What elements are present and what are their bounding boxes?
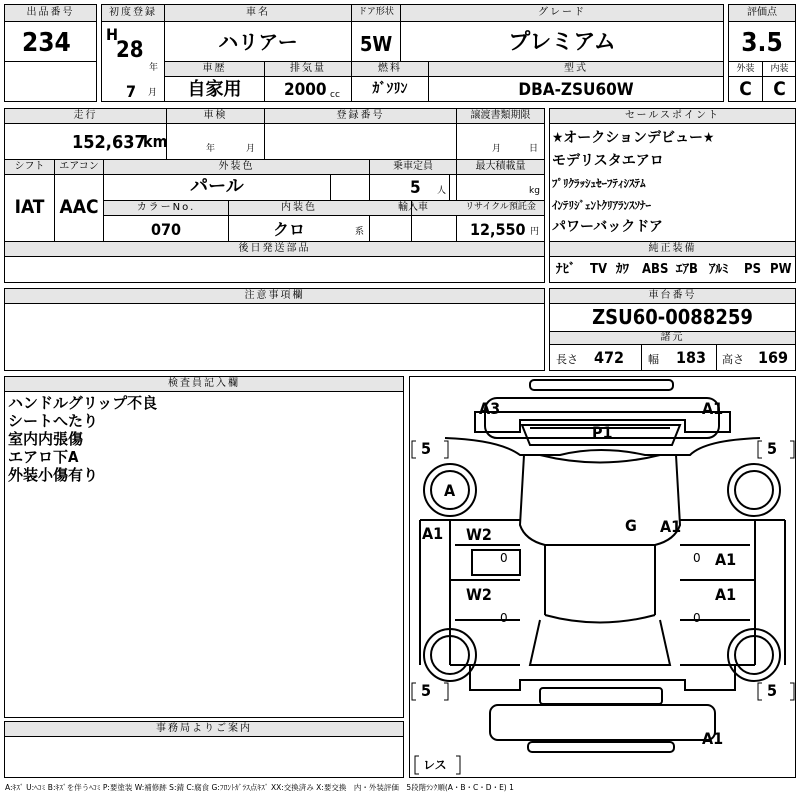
- equip-alloy: ｱﾙﾐ: [709, 262, 729, 277]
- equip-abs: ABS: [642, 262, 669, 277]
- mark-left-front-door-gauge: 0: [500, 551, 508, 565]
- mark-right-front-door: A1: [715, 550, 737, 569]
- inspector-line-4: エアロ下A: [8, 448, 79, 466]
- mark-windshield: G: [625, 516, 637, 535]
- aircon-label: エアコン: [59, 161, 99, 172]
- mark-right-rear-door-gauge: 0: [693, 611, 701, 625]
- mileage-unit: km: [143, 132, 168, 151]
- notes-label: 注意事項欄: [244, 290, 305, 301]
- sales-point-3: ﾌﾟﾘｸﾗｯｼｭｾｰﾌﾃｨｼｽﾃﾑ: [552, 177, 646, 190]
- mark-left-front-door: W2: [466, 525, 492, 544]
- score-ext-value: C: [739, 78, 752, 100]
- mark-right-pillar: A1: [660, 517, 682, 536]
- fuel-value: ｶﾞｿﾘﾝ: [372, 81, 408, 97]
- chassis-value: ZSU60-0088259: [592, 305, 753, 329]
- mileage-value: 152,637: [72, 132, 146, 153]
- tire-rear-left: 5: [421, 681, 432, 700]
- displacement-value: 2000: [284, 80, 327, 100]
- first-reg-month-unit: 月: [148, 88, 158, 98]
- int-color-value: クロ: [272, 220, 305, 239]
- inspector-line-1: ハンドルグリップ不良: [8, 394, 158, 412]
- equipment-label: 純正装備: [648, 243, 697, 254]
- max-load-label: 最大積載量: [475, 161, 526, 172]
- mark-left-rear-door: W2: [466, 585, 492, 604]
- car-name-value: ハリアー: [218, 30, 298, 54]
- mark-hood: P1: [592, 423, 613, 442]
- ext-color-value: パール: [190, 176, 244, 197]
- score-int-label: 内装: [770, 64, 789, 74]
- mark-front-bumper-right: A1: [702, 399, 724, 418]
- car-name-label: 車名: [246, 7, 270, 18]
- specs-label: 諸元: [660, 332, 685, 343]
- equip-airbag: ｴｱB: [676, 262, 698, 277]
- mark-front-bumper-left: A3: [479, 399, 501, 418]
- grade-value: プレミアム: [508, 30, 616, 55]
- height-label: 高さ: [722, 353, 744, 366]
- mileage-label: 走行: [73, 110, 98, 121]
- recycle-unit: 円: [530, 227, 540, 237]
- score-ext-label: 外装: [736, 64, 755, 74]
- model-label: 型式: [564, 63, 588, 74]
- score-label: 評価点: [747, 7, 777, 18]
- length-value: 472: [594, 348, 625, 367]
- mark-left-rear-door-gauge: 0: [500, 611, 508, 625]
- width-value: 183: [676, 348, 707, 367]
- first-reg-year: 28: [116, 38, 144, 63]
- ext-color-label: 外装色: [218, 161, 255, 172]
- inspector-line-2: シートへたり: [8, 412, 99, 430]
- sales-points-label: セールスポイント: [624, 110, 721, 121]
- sales-point-1: ★オークションデビュー★: [552, 130, 715, 146]
- mark-rear-bumper: A1: [702, 729, 724, 748]
- mark-front-left-wheel: A: [444, 481, 456, 500]
- mark-right-front-door-gauge: 0: [693, 551, 701, 565]
- history-label: 車歴: [202, 63, 227, 74]
- inspection-year-unit: 年: [206, 144, 216, 154]
- tire-front-right: 5: [767, 439, 778, 458]
- first-reg-year-unit: 年: [149, 63, 159, 73]
- first-reg-label: 初度登録: [109, 7, 157, 18]
- capacity-value: 5: [410, 178, 421, 198]
- score-int-value: C: [773, 78, 786, 100]
- inspector-line-5: 外装小傷有り: [8, 466, 99, 484]
- spare-tire: レス: [423, 758, 447, 772]
- height-value: 169: [758, 348, 789, 367]
- auction-no-label: 出品番号: [26, 7, 75, 18]
- model-value: DBA-ZSU60W: [518, 80, 634, 100]
- door-value: 5W: [359, 32, 393, 56]
- reg-no-label: 登録番号: [336, 110, 385, 121]
- aircon-value: AAC: [59, 196, 99, 218]
- tire-front-left: 5: [421, 439, 432, 458]
- mark-right-rear-door: A1: [715, 585, 737, 604]
- tire-rear-right: 5: [767, 681, 778, 700]
- first-reg-era: H: [106, 25, 119, 44]
- later-parts-label: 後日発送部品: [238, 243, 311, 254]
- chassis-label: 車台番号: [648, 290, 697, 301]
- width-label: 幅: [648, 353, 659, 366]
- max-load-unit: kg: [529, 186, 540, 196]
- fuel-label: 燃料: [378, 63, 402, 74]
- sales-point-5: パワーバックドア: [552, 219, 663, 235]
- equip-tv: TV: [590, 262, 608, 277]
- transfer-label: 譲渡書類期限: [470, 110, 531, 121]
- inspection-label: 車検: [203, 110, 228, 121]
- first-reg-month: 7: [126, 82, 137, 101]
- office-label: 事務局よりご案内: [156, 723, 252, 734]
- grade-label: グレード: [538, 7, 586, 18]
- inspector-line-3: 室内内張傷: [8, 430, 84, 448]
- recycle-label: リサイクル預託金: [465, 202, 536, 212]
- legend: A:ｷｽﾞ U:ﾍｺﾐ B:ｷｽﾞを伴うﾍｺﾐ P:要塗装 W:補修跡 S:錆 C:腐食 G:ﾌﾛﾝﾄｶﾞﾗｽ点ｷｽﾞ XX:交換済み X:要交換 内・外装評価 5段階ﾗﾝｸ順(A・B・C・D・E) 1: [5, 783, 514, 792]
- recycle-value: 12,550: [470, 220, 526, 239]
- import-label: 輸入車: [398, 202, 428, 213]
- shift-value: IAT: [14, 196, 45, 218]
- equip-ps: PS: [744, 262, 761, 277]
- equip-pw: PW: [770, 262, 792, 277]
- capacity-label: 乗車定員: [393, 161, 433, 172]
- history-value: 自家用: [187, 79, 242, 100]
- equip-navi: ﾅﾋﾞ: [556, 262, 576, 277]
- int-color-label: 内装色: [281, 202, 317, 213]
- shift-label: シフト: [14, 161, 45, 172]
- transfer-month-unit: 月: [492, 144, 502, 154]
- score-value: 3.5: [741, 28, 783, 58]
- auction-no-value: 234: [22, 28, 71, 58]
- door-label: ドア形状: [358, 7, 394, 17]
- capacity-unit: 人: [437, 186, 447, 196]
- displacement-unit: cc: [330, 90, 340, 100]
- transfer-day-unit: 日: [529, 144, 539, 154]
- sales-point-2: モデリスタエアロ: [552, 153, 664, 169]
- inspector-label: 検査員記入欄: [168, 378, 240, 389]
- int-color-unit: 系: [355, 227, 365, 237]
- color-no-label: カラーNo.: [136, 202, 196, 213]
- equip-leather: ｶﾜ: [616, 262, 629, 277]
- mark-left-fender: A1: [422, 524, 444, 543]
- inspection-month-unit: 月: [246, 144, 256, 154]
- sales-point-4: ｲﾝﾃﾘｼﾞｪﾝﾄｸﾘｱﾗﾝｽｿﾅｰ: [552, 199, 651, 212]
- length-label: 長さ: [556, 353, 578, 366]
- color-no-value: 070: [150, 220, 182, 239]
- displacement-label: 排気量: [290, 63, 326, 74]
